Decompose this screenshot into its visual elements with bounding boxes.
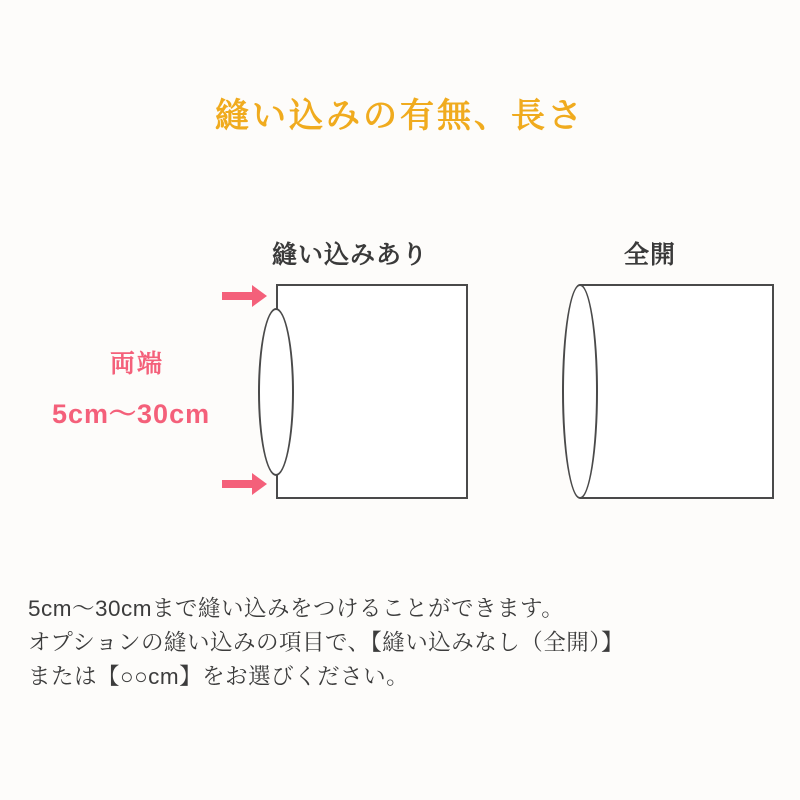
- description-line-3: または【○○cm】をお選びください。: [28, 664, 410, 689]
- figure-label-fully-open: 全開: [624, 241, 677, 269]
- figure-end-ellipse: [562, 284, 598, 499]
- arrow-shaft: [222, 292, 256, 300]
- figure-with-seam-allowance: [258, 284, 468, 499]
- figure-end-ellipse: [258, 308, 294, 476]
- figure-body-rectangle: [580, 284, 774, 499]
- figure-label-with-seam: 縫い込みあり: [272, 241, 429, 269]
- description-line-1: 5cm〜30cmまで縫い込みをつけることができます。: [28, 596, 565, 621]
- description-line-2: オプションの縫い込みの項目で、【縫い込みなし（全開）】: [28, 630, 625, 655]
- arrow-shaft: [222, 480, 256, 488]
- figure-fully-open: [562, 284, 774, 499]
- page-title: 縫い込みの有無、長さ: [215, 97, 585, 135]
- measure-range: 5cm〜30cm: [52, 399, 211, 429]
- description-text: [28, 592, 784, 694]
- arrow-head: [252, 285, 267, 307]
- arrow-head: [252, 473, 267, 495]
- measure-title: 両端: [110, 350, 165, 378]
- figure-body-rectangle: [276, 284, 468, 499]
